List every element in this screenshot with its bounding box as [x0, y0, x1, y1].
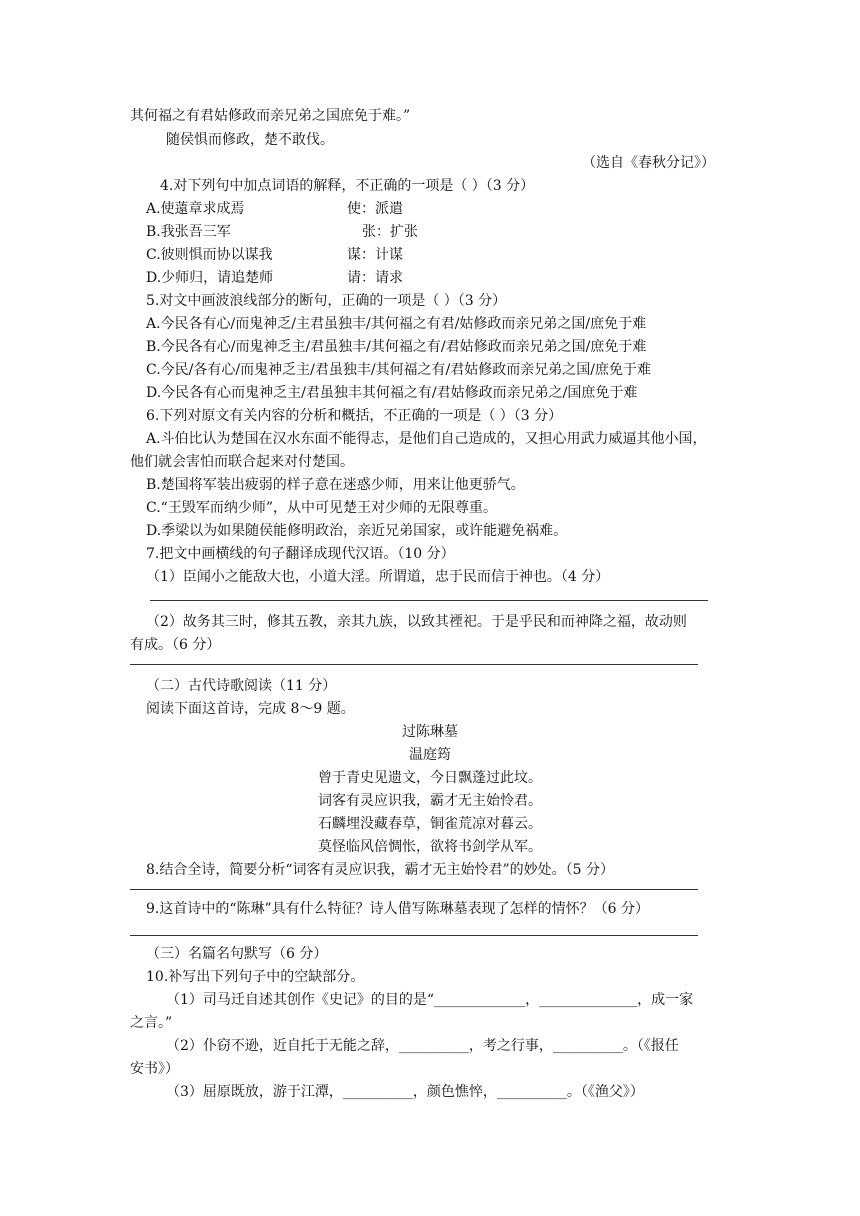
- section-heading: （二）古代诗歌阅读（11 分）: [146, 678, 337, 694]
- option-d: D.少师归，请追楚师: [146, 270, 274, 286]
- option-a-continued: 他们就会害怕而联合起来对付楚国。: [130, 454, 354, 470]
- option-b-gloss: 张：扩张: [362, 224, 418, 240]
- poem-author: 温庭筠: [409, 747, 451, 763]
- passage-line: 其何福之有君姑修政而亲兄弟之国庶免于难。”: [130, 108, 411, 124]
- question-7-part-2: （2）故务其三时，修其五教，亲其九族，以致其禋祀。于是乎民和而神降之福，故动则: [146, 614, 687, 630]
- option-c: C.“王毁军而纳少师”，从中可见楚王对少师的无限尊重。: [146, 500, 497, 516]
- question-5-stem: 5.对文中画波浪线部分的断句，正确的一项是（ ）（3 分）: [146, 293, 507, 309]
- question-7-part-2-continued: 有成。（6 分）: [130, 637, 221, 653]
- passage-line: 随侯惧而修政，楚不敢伐。: [166, 132, 334, 148]
- question-8: 8.结合全诗，简要分析“词客有灵应识我，霸才无主始怜君”的妙处。（5 分）: [146, 862, 615, 878]
- option-b: B.楚国将军装出疲弱的样子意在迷惑少师，用来让他更骄气。: [146, 477, 525, 493]
- answer-line[interactable]: [150, 600, 708, 601]
- question-10-stem: 10.补写出下列句子中的空缺部分。: [146, 969, 365, 985]
- option-a: A.今民各有心/而鬼神乏/主君虽独丰/其何福之有君/姑修政而亲兄弟之国/庶免于难: [146, 316, 647, 332]
- option-d: D.季梁以为如果随侯能修明政治，亲近兄弟国家，或许能避免祸难。: [146, 523, 568, 539]
- option-a-gloss: 使：派遣: [347, 201, 403, 217]
- option-a: A.使薳章求成焉: [146, 201, 245, 217]
- poem-line: 莫怪临风倍惆怅，欲将书剑学从军。: [318, 839, 542, 855]
- poem-title: 过陈琳墓: [402, 724, 458, 740]
- question-7-stem: 7.把文中画横线的句子翻译成现代汉语。（10 分）: [146, 546, 455, 562]
- dictation-item-1: （1）司马迁自述其创作《史记》的目的是“_____________，______________，成一家: [166, 992, 694, 1008]
- option-c: C.彼则惧而协以谋我: [146, 247, 273, 263]
- passage-source: （选自《春秋分记》）: [582, 155, 715, 171]
- dictation-item-2: （2）仆窃不逊，近自托于无能之辞，__________，考之行事，__________。（《报任: [166, 1038, 679, 1054]
- option-d: D.今民各有心而鬼神乏主/君虽独丰其何福之有/君姑修政而亲兄弟之/国庶免于难: [146, 385, 638, 401]
- question-9: 9.这首诗中的“陈琳”具有什么特征？诗人借写陈琳墓表现了怎样的情怀？（6 分）: [146, 901, 650, 917]
- poem-line: 曾于青史见遗文，今日飘蓬过此坟。: [318, 770, 542, 786]
- dictation-item-3: （3）屈原既放，游于江潭，__________，颜色憔悴，__________。（《渔父》）: [166, 1084, 644, 1100]
- option-b: B.今民各有心/而鬼神乏主/君虽独丰/其何福之有/君姑修政而亲兄弟之国/庶免于难: [146, 339, 647, 355]
- option-b: B.我张吾三军: [146, 224, 231, 240]
- option-c: C.今民/各有心/而鬼神乏主/君虽独丰/其何福之有/君姑修政而亲兄弟之国/庶免于难: [146, 362, 651, 378]
- poem-line: 词客有灵应识我，霸才无主始怜君。: [318, 793, 542, 809]
- dictation-item-2-continued: 安书》）: [130, 1061, 179, 1077]
- option-d-gloss: 请：请求: [347, 270, 403, 286]
- option-c-gloss: 谋：计谋: [347, 247, 403, 263]
- question-6-stem: 6.下列对原文有关内容的分析和概括，不正确的一项是（ ）（3 分）: [146, 408, 563, 424]
- answer-line[interactable]: [130, 664, 698, 665]
- poem-line: 石麟埋没藏春草，铜雀荒凉对暮云。: [318, 816, 542, 832]
- dictation-item-1-continued: 之言。”: [130, 1015, 173, 1031]
- question-7-part-1: （1）臣闻小之能敌大也，小道大淫。所谓道，忠于民而信于神也。（4 分）: [146, 569, 610, 585]
- poetry-intro: 阅读下面这首诗，完成 8～9 题。: [146, 701, 355, 717]
- question-4-stem: 4.对下列句中加点词语的解释，不正确的一项是（ ）（3 分）: [160, 178, 535, 194]
- section-heading: （三）名篇名句默写（6 分）: [146, 946, 328, 962]
- answer-line[interactable]: [130, 889, 698, 890]
- answer-line[interactable]: [130, 935, 698, 936]
- option-a: A.斗伯比认为楚国在汉水东面不能得志，是他们自己造成的，又担心用武力威逼其他小国，: [146, 431, 707, 447]
